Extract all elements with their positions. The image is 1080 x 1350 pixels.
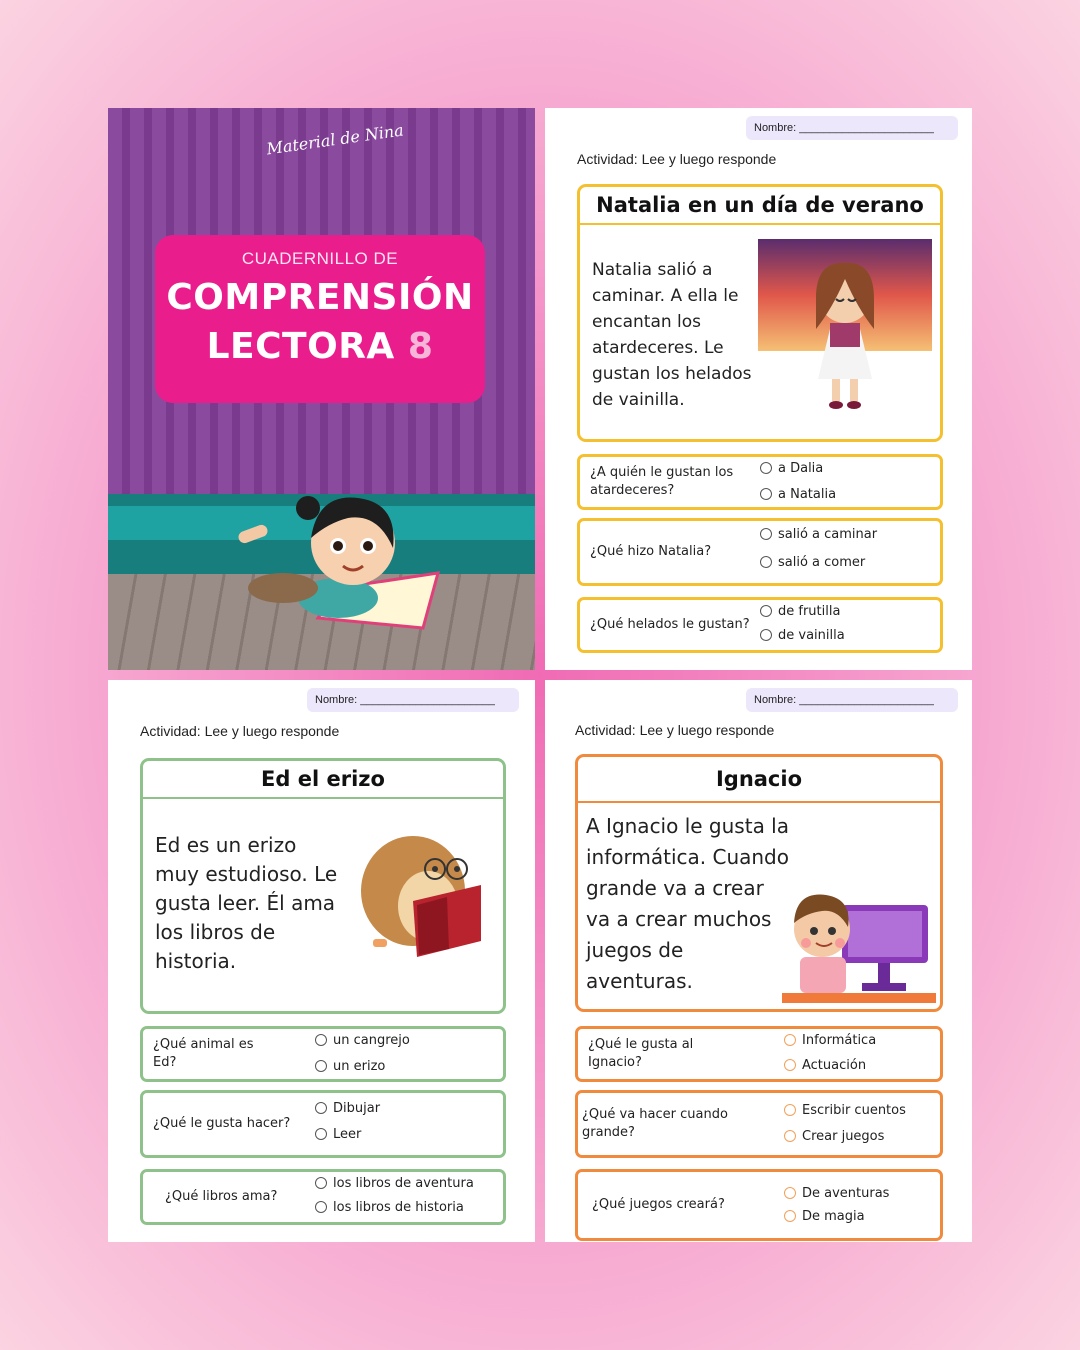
answer-option[interactable]: de vainilla xyxy=(760,628,845,643)
question-text: ¿Qué le gusta hacer? xyxy=(153,1116,291,1131)
question-1 xyxy=(577,454,943,510)
answer-option[interactable]: un erizo xyxy=(315,1059,385,1074)
question-3 xyxy=(575,1169,943,1241)
cover-page xyxy=(108,108,535,670)
story-text: Natalia salió a caminar. A ella le encantan los atardeceres. Le gustan los helados de vainilla. xyxy=(592,260,752,410)
answer-option[interactable]: Escribir cuentos xyxy=(784,1103,906,1118)
cover-title-line2 xyxy=(155,326,485,367)
story-title: Ed el erizo xyxy=(143,761,503,799)
question-text: ¿Qué juegos creará? xyxy=(592,1197,725,1212)
name-field[interactable]: Nombre: ______________________ xyxy=(746,116,958,140)
question-text: ¿Qué helados le gustan? xyxy=(590,617,750,632)
answer-option[interactable]: Crear juegos xyxy=(784,1129,884,1144)
answer-option[interactable]: Leer xyxy=(315,1127,361,1142)
question-text: ¿Qué hizo Natalia? xyxy=(590,544,712,559)
radio-icon[interactable] xyxy=(784,1210,796,1222)
question-2 xyxy=(577,518,943,586)
radio-icon[interactable] xyxy=(315,1060,327,1072)
radio-icon[interactable] xyxy=(760,556,772,568)
answer-option[interactable]: Dibujar xyxy=(315,1101,380,1116)
radio-icon[interactable] xyxy=(784,1059,796,1071)
reading-girl-illustration xyxy=(228,478,448,648)
worksheet-ed xyxy=(108,680,535,1242)
answer-option[interactable]: De aventuras xyxy=(784,1186,889,1201)
activity-label: Actividad: Lee y luego responde xyxy=(140,723,340,739)
radio-icon[interactable] xyxy=(760,605,772,617)
name-field[interactable]: Nombre: ______________________ xyxy=(307,688,519,712)
activity-label: Actividad: Lee y luego responde xyxy=(575,722,775,738)
radio-icon[interactable] xyxy=(315,1034,327,1046)
radio-icon[interactable] xyxy=(315,1201,327,1213)
radio-icon[interactable] xyxy=(760,629,772,641)
answer-option[interactable]: los libros de historia xyxy=(315,1200,464,1215)
answer-option[interactable]: a Natalia xyxy=(760,487,836,502)
answer-option[interactable]: a Dalia xyxy=(760,461,823,476)
radio-icon[interactable] xyxy=(784,1187,796,1199)
story-box xyxy=(575,754,943,1012)
answer-option[interactable]: De magia xyxy=(784,1209,865,1224)
story-text: A Ignacio le gusta la informática. Cuando grande va a crear va a crear muchos juegos de aventuras. xyxy=(586,814,789,993)
question-2 xyxy=(140,1090,506,1158)
question-1 xyxy=(140,1026,506,1082)
question-1 xyxy=(575,1026,943,1082)
question-3 xyxy=(577,597,943,653)
answer-option[interactable]: los libros de aventura xyxy=(315,1176,474,1191)
story-text: Ed es un erizo muy estudioso. Le gusta leer. Él ama los libros de historia. xyxy=(155,833,338,973)
question-text: ¿A quién le gustan los atardeceres? xyxy=(590,465,734,498)
radio-icon[interactable] xyxy=(315,1128,327,1140)
sunset-girl-illustration xyxy=(758,239,932,417)
cover-title-line1: COMPRENSIÓN xyxy=(166,277,474,318)
answer-option[interactable]: salió a comer xyxy=(760,555,865,570)
question-text: ¿Qué animal es Ed? xyxy=(153,1037,254,1070)
answer-option[interactable]: de frutilla xyxy=(760,604,840,619)
answer-option[interactable]: un cangrejo xyxy=(315,1033,410,1048)
question-text: ¿Qué va hacer cuando grande? xyxy=(582,1107,728,1140)
radio-icon[interactable] xyxy=(784,1034,796,1046)
radio-icon[interactable] xyxy=(315,1177,327,1189)
brand-logo: Material de Nina xyxy=(265,120,405,159)
story-title: Ignacio xyxy=(578,757,940,803)
story-box xyxy=(577,184,943,442)
worksheet-natalia xyxy=(545,108,972,670)
radio-icon[interactable] xyxy=(784,1130,796,1142)
radio-icon[interactable] xyxy=(784,1104,796,1116)
question-2 xyxy=(575,1090,943,1158)
name-field[interactable]: Nombre: ______________________ xyxy=(746,688,958,712)
story-title: Natalia en un día de verano xyxy=(580,187,940,225)
hedgehog-illustration xyxy=(353,821,489,961)
radio-icon[interactable] xyxy=(760,528,772,540)
question-text: ¿Qué libros ama? xyxy=(165,1189,278,1204)
radio-icon[interactable] xyxy=(760,462,772,474)
question-text: ¿Qué le gusta al Ignacio? xyxy=(588,1037,694,1070)
boy-computer-illustration xyxy=(782,883,936,1009)
question-3 xyxy=(140,1169,506,1225)
radio-icon[interactable] xyxy=(760,488,772,500)
worksheet-ignacio xyxy=(545,680,972,1242)
answer-option[interactable]: Informática xyxy=(784,1033,876,1048)
cover-title-small: CUADERNILLO DE xyxy=(241,249,399,268)
cover-title-box xyxy=(155,235,485,403)
answer-option[interactable]: salió a caminar xyxy=(760,527,877,542)
radio-icon[interactable] xyxy=(315,1102,327,1114)
activity-label: Actividad: Lee y luego responde xyxy=(577,151,777,167)
cover-title-word: LECTORA xyxy=(206,326,395,367)
story-box xyxy=(140,758,506,1014)
cover-title-number: 8 xyxy=(407,326,434,367)
answer-option[interactable]: Actuación xyxy=(784,1058,866,1073)
